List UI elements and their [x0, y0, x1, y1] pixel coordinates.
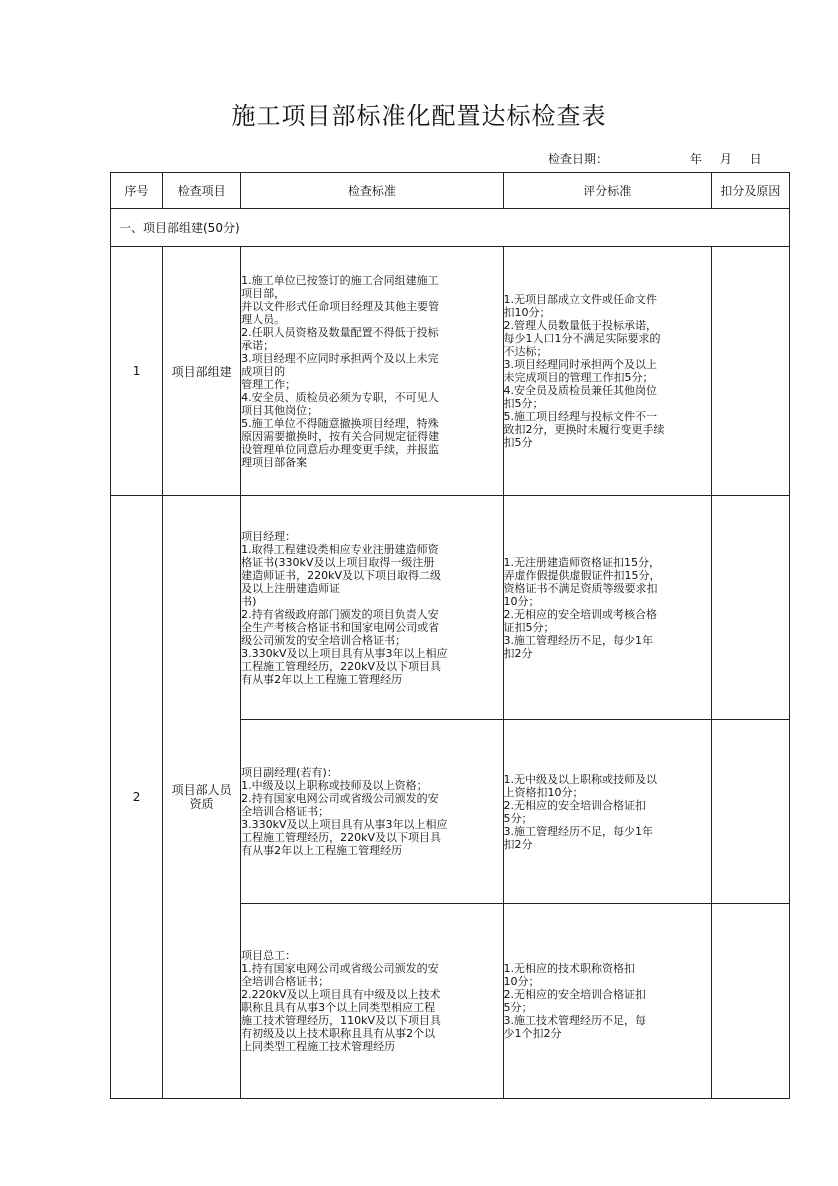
row-item: 项目部组建	[163, 247, 241, 496]
row-deduction-cell[interactable]	[711, 904, 789, 1099]
header-seq: 序号	[111, 173, 163, 209]
table-header-row	[111, 173, 790, 209]
table-row	[111, 496, 790, 720]
check-date-label: 检查日期：	[548, 152, 609, 166]
table-row	[111, 247, 790, 496]
row-scoring: 1.无注册建造师资格证扣15分， 弄虚作假提供虚假证件扣15分， 资格证书不满足资质等级要求扣 10分； 2.无相应的安全培训或考核合格 证扣5分； 3.施工管理经历不足，每少1年 扣2分	[503, 496, 711, 720]
header-scoring: 评分标准	[503, 173, 711, 209]
header-deduction: 扣分及原因	[711, 173, 789, 209]
row-deduction-cell[interactable]	[711, 496, 789, 720]
row-standard: 项目经理： 1.取得工程建设类相应专业注册建造师资 格证书(330kV及以上项目取得一级注册 建造师证书，220kV及以下项目取得二级 及以上注册建造师证 书) 2.持有省级政府部门颁发的项目负责人安 全生产考核合格证书和国家电网公司或省 级公司颁发的安全培训合格证书； 3.330kV及以上项目具有从事3年以上相应 工程施工管理经历，220kV及以下项目具 有从事2年以上工程施工管理经历	[241, 496, 503, 720]
row-standard: 1.施工单位已按签订的施工合同组建施工 项目部， 并以文件形式任命项目经理及其他主要管 理人员。 2.任职人员资格及数量配置不得低于投标 承诺； 3.项目经理不应同时承担两个及以上未完 成项目的 管理工作； 4.安全员、质检员必须为专职，不可见人 项目其他岗位； 5.施工单位不得随意撤换项目经理，特殊 原因需要撤换时，按有关合同规定征得建 设管理单位同意后办理变更手续，并报监 理项目部备案	[241, 247, 503, 496]
row-scoring: 1.无中级及以上职称或技师及以 上资格扣10分； 2.无相应的安全培训合格证扣 5分； 3.施工管理经历不足，每少1年 扣2分	[503, 720, 711, 904]
row-deduction-cell[interactable]	[711, 247, 789, 496]
section-row	[111, 209, 790, 247]
page-title: 施工项目部标准化配置达标检查表	[231, 102, 607, 130]
row-scoring: 1.无项目部成立文件或任命文件 扣10分； 2.管理人员数量低于投标承诺， 每少1人口1分不满足实际要求的 不达标； 3.项目经理同时承担两个及以上 未完成项目的管理工作扣5分； 4.安全员及质检员兼任其他岗位 扣5分； 5.施工项目经理与投标文件不一 致扣2分，更换时未履行变更手续 扣5分	[503, 247, 711, 496]
row-standard: 项目副经理(若有)： 1.中级及以上职称或技师及以上资格； 2.持有国家电网公司或省级公司颁发的安 全培训合格证书； 3.330kV及以上项目具有从事3年以上相应 工程施工管理经历，220kV及以下项目具 有从事2年以上工程施工管理经历	[241, 720, 503, 904]
row-standard: 项目总工： 1.持有国家电网公司或省级公司颁发的安 全培训合格证书； 2.220kV及以上项目具有中级及以上技术 职称且具有从事3个以上同类型相应工程 施工技术管理经历，110kV及以下项目具 有初级及以上技术职称且具有从事2个以 上同类型工程施工技术管理经历	[241, 904, 503, 1099]
row-deduction-cell[interactable]	[711, 720, 789, 904]
inspection-table	[110, 172, 790, 1099]
row-seq: 2	[111, 496, 163, 1099]
header-standard: 检查标准	[241, 173, 503, 209]
row-seq: 1	[111, 247, 163, 496]
date-units: 年 月 日	[690, 152, 762, 166]
row-scoring: 1.无相应的技术职称资格扣 10分； 2.无相应的安全培训合格证扣 5分； 3.施工技术管理经历不足，每 少1个扣2分	[503, 904, 711, 1099]
header-item: 检查项目	[163, 173, 241, 209]
row-item: 项目部人员 资质	[163, 496, 241, 1099]
section-title: 一、项目部组建(50分)	[111, 209, 790, 247]
